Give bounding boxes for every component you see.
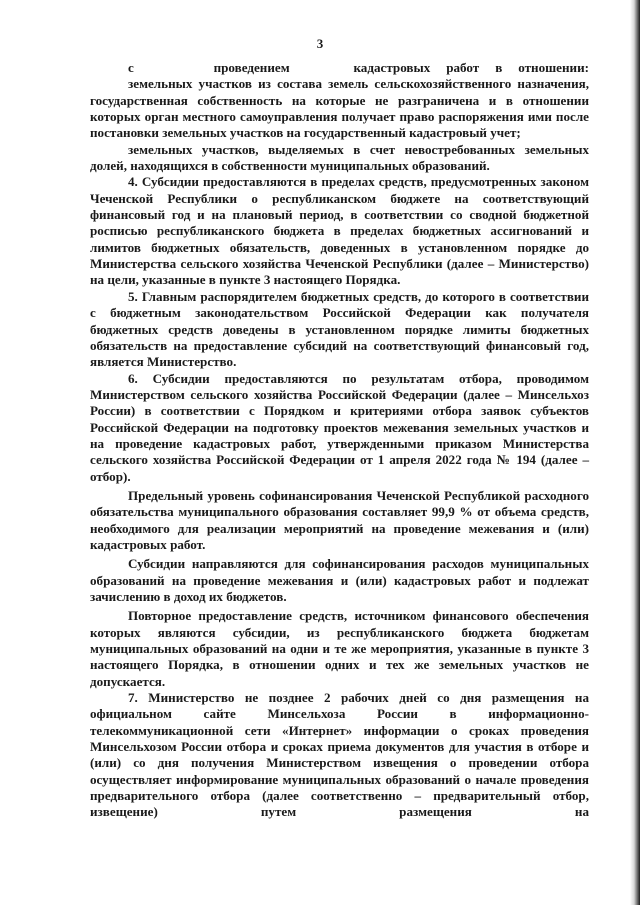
page-number: 3 bbox=[316, 36, 324, 51]
paragraph: Предельный уровень софинансирования Чеченской Республикой расходного обязательства муниципального образования составляет 99,9 % от объема средств, необходимого для реализации мероприятий на проведение межевания и (или) кадастровых работ. bbox=[90, 487, 589, 552]
paragraph: 4. Субсидии предоставляются в пределах средств, предусмотренных законом Чеченской Республики о республиканском бюджете на соответствующий финансовый год и на плановый период, в соответствии со сводной бюджетной росписью республиканского бюджета в пределах бюджетных ассигнований и лимитов бюджетных обязательств, доведенных в установленном порядке до Министерства сельского хозяйства Чеченской Республики (далее – Министерство) на цели, указанные в пункте 3 настоящего Порядка. bbox=[90, 174, 589, 288]
paragraph: Повторное предоставление средств, источником финансового обеспечения которых являются субсидии, из республиканского бюджета бюджетам муниципальных образований на одни и те же мероприятия, указанные в пункте 3 настоящего Порядка, в отношении одних и тех же земельных участков не допускается. bbox=[90, 608, 589, 689]
paragraph: с проведением кадастровых работ в отношении: bbox=[128, 60, 589, 75]
page-body bbox=[90, 60, 589, 821]
paragraph: 7. Министерство не позднее 2 рабочих дней со дня размещения на официальном сайте Минсельхоза России в информационно-телекоммуникационной сети «Интернет» информации о сроках проведения Минсельхозом России отбора и сроках приема документов для участия в отборе и (или) со дня получения Министерством извещения о проведении отбора осуществляет информирование муниципальных образований о начале проведения предварительного отбора (далее соответственно – предварительный отбор, извещение) путем размещения на bbox=[90, 690, 589, 820]
scan-edge-shadow bbox=[630, 0, 640, 905]
paragraph: 5. Главным распорядителем бюджетных средств, до которого в соответствии с бюджетным законодательством Российской Федерации как получателя бюджетных средств доведены в установленном порядке лимиты бюджетных обязательств на предоставление субсидий на соответствующий финансовый год, является Министерство. bbox=[90, 288, 589, 370]
paragraph: Субсидии направляются для софинансирования расходов муниципальных образований на проведение межевания и (или) кадастровых работ и подлежат зачислению в доход их бюджетов. bbox=[90, 556, 589, 604]
paragraph: земельных участков из состава земель сельскохозяйственного назначения, государственная собственность на которые не разграничена и в отношении которых орган местного самоуправления получает право распоряжения ими после постановки земельных участков на государственный кадастровый учет; bbox=[90, 76, 589, 141]
paragraph: земельных участков, выделяемых в счет невостребованных земельных долей, находящихся в собственности муниципальных образований. bbox=[90, 141, 589, 174]
paragraph: 6. Субсидии предоставляются по результатам отбора, проводимом Министерством сельского хозяйства Российской Федерации (далее – Минсельхоз России) в соответствии с Порядком и критериями отбора заявок субъектов Российской Федерации на подготовку проектов межевания земельных участков и на проведение кадастровых работ, утвержденными приказом Министерства сельского хозяйства Российской Федерации от 1 апреля 2022 года № 194 (далее – отбор). bbox=[90, 370, 589, 484]
